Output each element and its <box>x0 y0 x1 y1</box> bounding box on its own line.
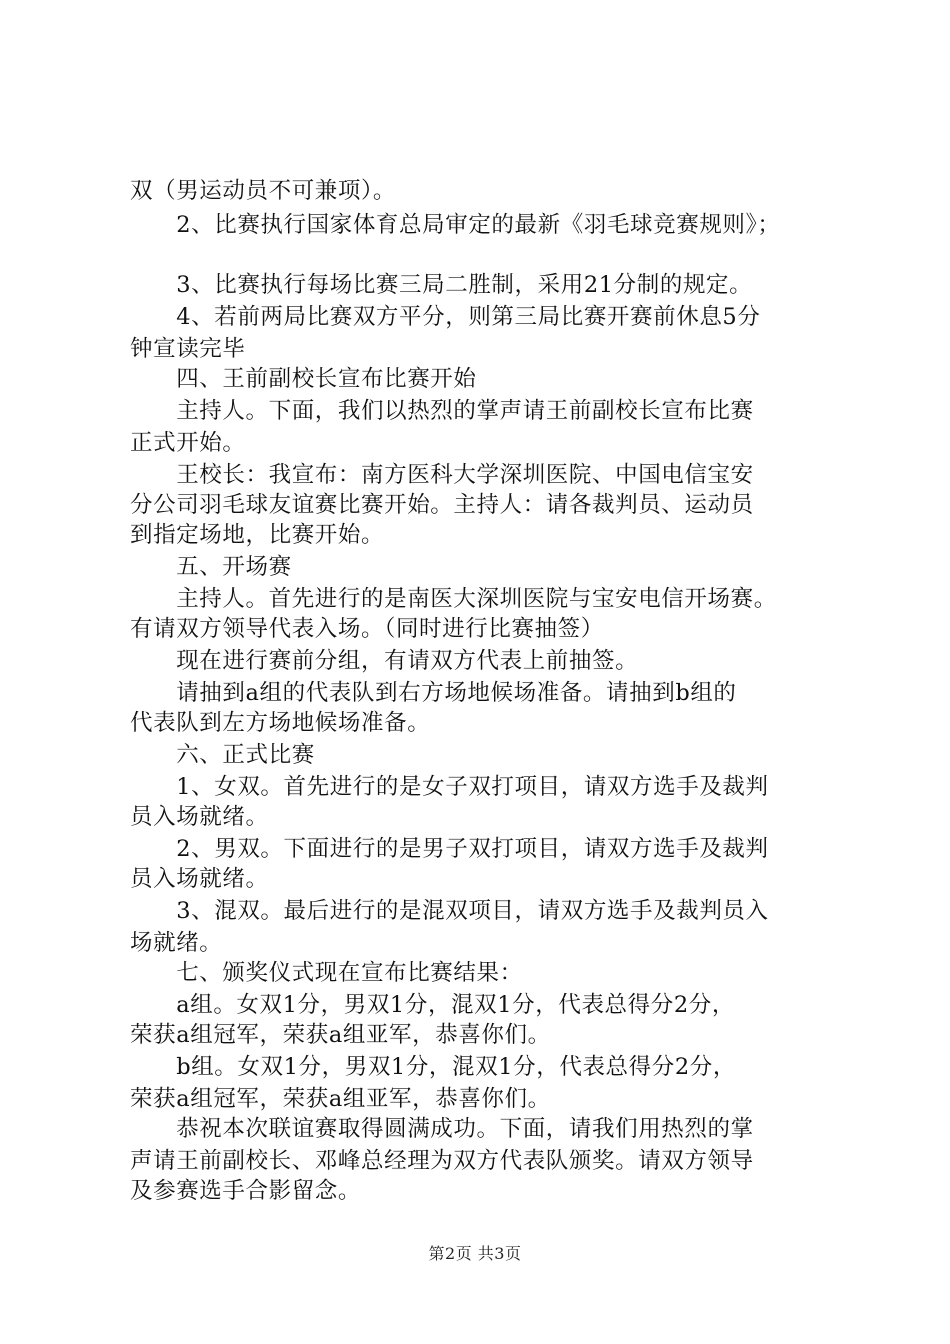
page-number-footer: 第2页 共3页 <box>428 1244 522 1263</box>
text-line: 荣获a组冠军，荣获a组亚军，恭喜你们。 <box>130 1086 551 1112</box>
text-line: 有请双方领导代表入场。（同时进行比赛抽签） <box>130 616 604 642</box>
section-heading: 五、开场赛 <box>130 554 292 580</box>
text-line: 场就绪。 <box>130 930 223 956</box>
text-line: 3、比赛执行每场比赛三局二胜制，采用21分制的规定。 <box>130 272 753 298</box>
text-line: 员入场就绪。 <box>130 866 269 892</box>
text-line: 主持人。首先进行的是南医大深圳医院与宝安电信开场赛。 <box>130 586 777 612</box>
text-line: 王校长：我宣布：南方医科大学深圳医院、中国电信宝安 <box>130 462 754 488</box>
text-line: 3、混双。最后进行的是混双项目，请双方选手及裁判员入 <box>130 898 769 924</box>
text-line: 代表队到左方场地候场准备。 <box>130 710 431 736</box>
text-line: 及参赛选手合影留念。 <box>130 1178 362 1204</box>
text-line: 声请王前副校长、邓峰总经理为双方代表队颁奖。请双方领导 <box>130 1148 754 1174</box>
section-heading: 七、颁奖仪式现在宣布比赛结果： <box>130 960 523 986</box>
text-line: 恭祝本次联谊赛取得圆满成功。下面，请我们用热烈的掌 <box>130 1116 754 1142</box>
text-line: 1、女双。首先进行的是女子双打项目，请双方选手及裁判 <box>130 774 769 800</box>
text-line: 正式开始。 <box>130 430 246 456</box>
text-line: 4、若前两局比赛双方平分，则第三局比赛开赛前休息5分 <box>130 304 761 330</box>
section-heading: 六、正式比赛 <box>130 742 315 768</box>
text-line: 双（男运动员不可兼项）。 <box>130 178 396 204</box>
text-line: 请抽到a组的代表队到右方场地候场准备。请抽到b组的 <box>130 680 737 706</box>
section-heading: 四、王前副校长宣布比赛开始 <box>130 366 477 392</box>
text-line: 主持人。下面，我们以热烈的掌声请王前副校长宣布比赛 <box>130 398 754 424</box>
text-line: 到指定场地，比赛开始。 <box>130 522 385 548</box>
text-line: 荣获a组冠军，荣获a组亚军，恭喜你们。 <box>130 1022 551 1048</box>
text-line: 钟宣读完毕 <box>130 336 246 362</box>
text-line: 员入场就绪。 <box>130 804 269 830</box>
text-line: 2、比赛执行国家体育总局审定的最新《羽毛球竞赛规则》； <box>130 212 781 238</box>
text-line: 2、男双。下面进行的是男子双打项目，请双方选手及裁判 <box>130 836 769 862</box>
text-line: 分公司羽毛球友谊赛比赛开始。主持人：请各裁判员、运动员 <box>130 492 754 518</box>
text-line: b组。女双1分，男双1分，混双1分，代表总得分2分， <box>130 1054 736 1080</box>
text-line: 现在进行赛前分组，有请双方代表上前抽签。 <box>130 648 639 674</box>
text-line: a组。女双1分，男双1分，混双1分，代表总得分2分， <box>130 992 735 1018</box>
